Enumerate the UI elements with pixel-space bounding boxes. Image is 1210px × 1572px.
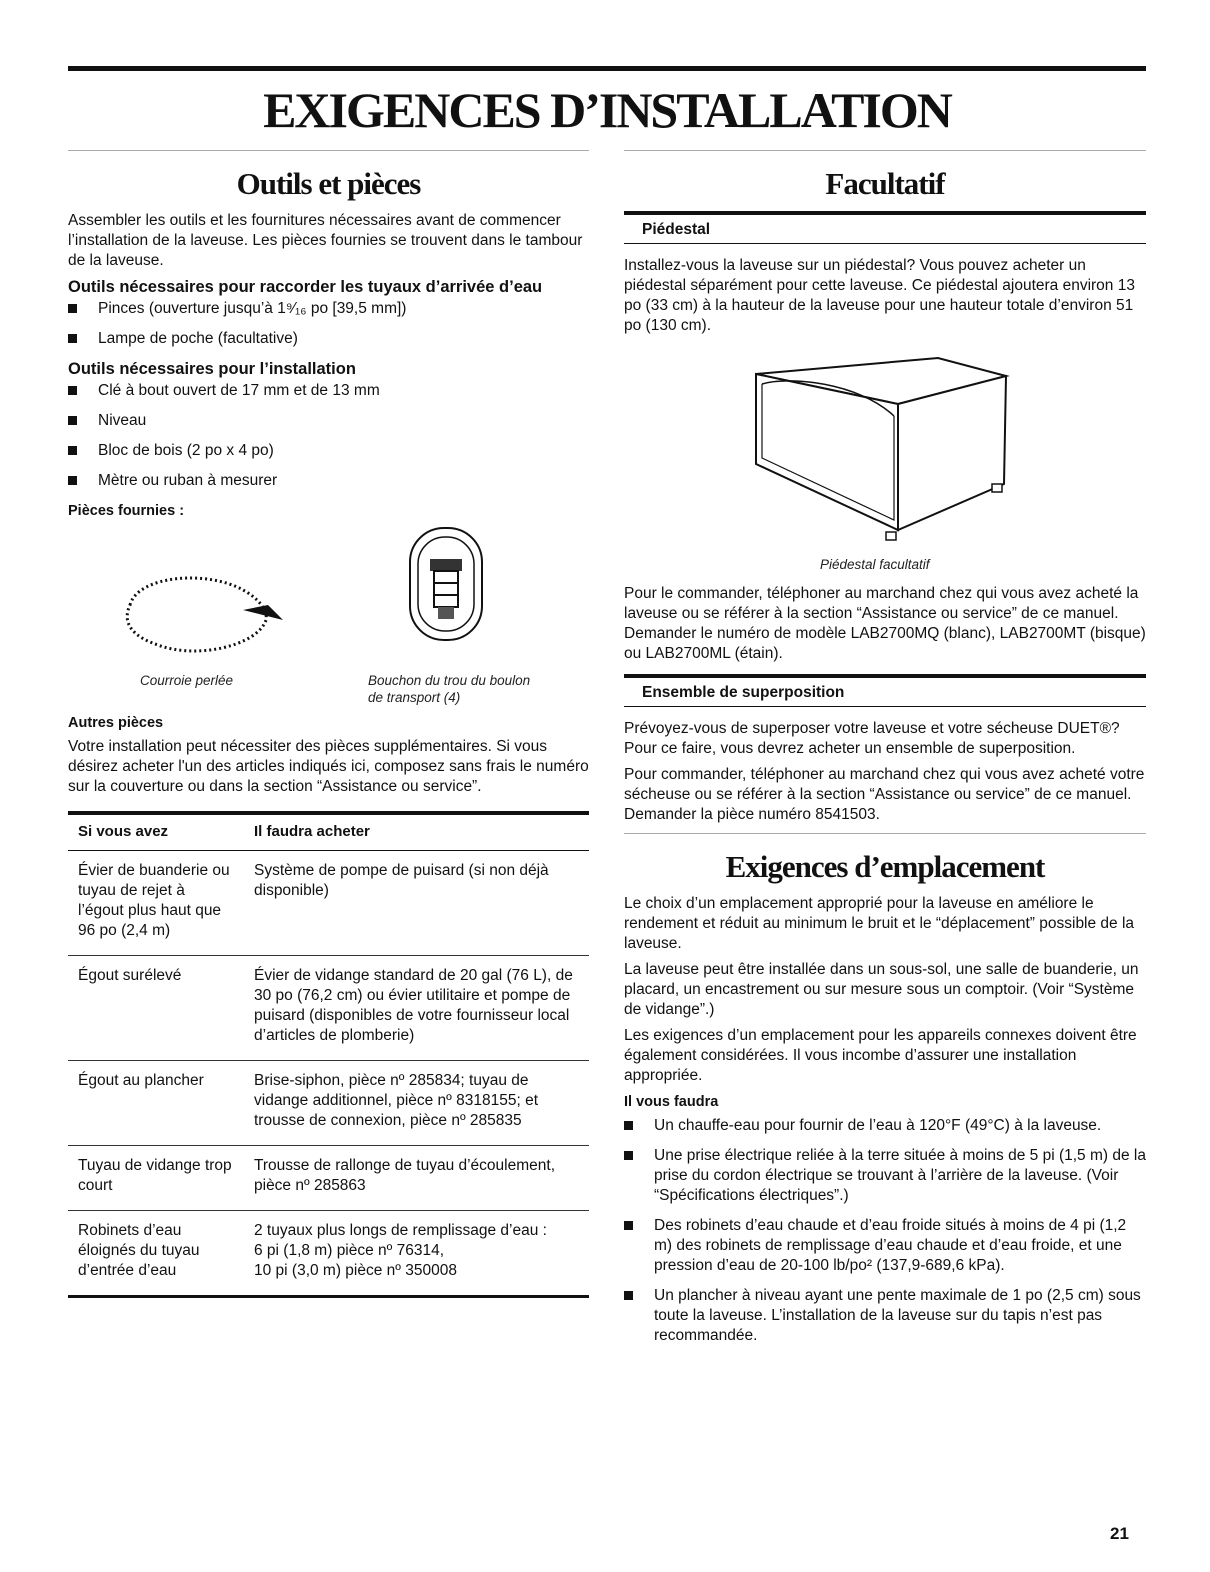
table-row (68, 1061, 589, 1146)
square-bullet-icon (68, 476, 77, 485)
list-item: Des robinets d’eau chaude et d’eau froide situés à moins de 4 pi (1,2 m) des robinets de remplissage d’eau chaude et d’eau froide, et une pression d’eau de 20-100 lb/po² (137,9-689,6 kPa). (624, 1216, 1146, 1276)
table-cell: Évier de vidange standard de 20 gal (76 L), de 30 po (76,2 cm) ou évier utilitaire et pompe de puisard (disponibles de votre fournisseur local d’articles de plomberie) (244, 956, 589, 1061)
location-p3: Les exigences d’un emplacement pour les appareils connexes doivent être également considérées. Il vous incombe d’assurer une installation appropriée. (624, 1027, 1137, 1084)
right-column (624, 150, 1146, 1356)
list-item: Clé à bout ouvert de 17 mm et de 13 mm (68, 381, 589, 401)
square-bullet-icon (68, 386, 77, 395)
square-bullet-icon (68, 446, 77, 455)
pedestal-drawing-icon (748, 354, 1012, 554)
table-row (68, 851, 589, 956)
list-item: Bloc de bois (2 po x 4 po) (68, 441, 589, 461)
page-title: EXIGENCES D’INSTALLATION (263, 82, 951, 138)
stack-kit-heading: Ensemble de superposition (624, 674, 1146, 707)
square-bullet-icon (624, 1121, 633, 1130)
table-row (68, 1146, 589, 1211)
list-item: Une prise électrique reliée à la terre située à moins de 5 pi (1,5 m) de la prise du cordon électrique se trouvant à l’arrière de la laveuse. (Voir “Spécifications électriques”.) (624, 1146, 1146, 1206)
location-p1: Le choix d’un emplacement approprié pour la laveuse en améliore le rendement et réduit au minimum le bruit et le “déplacement” possible de la laveuse. (624, 895, 1135, 952)
requirements-table (68, 811, 589, 1298)
tools-install-heading: Outils nécessaires pour l’installation (68, 360, 356, 378)
other-parts-heading: Autres pièces (68, 715, 164, 731)
table-cell: Égout surélevé (68, 956, 244, 1061)
pedestal-illustration (624, 344, 1146, 576)
list-item: Un plancher à niveau ayant une pente maximale de 1 po (2,5 cm) sous toute la laveuse. L’installation de la laveuse sur du tapis n’est pas recommandée. (624, 1286, 1146, 1346)
top-rule (68, 66, 1146, 71)
bolt-cap-caption: Bouchon du trou du boulon de transport (4) (368, 673, 531, 705)
page-number: 21 (1110, 1524, 1129, 1543)
strap-caption: Courroie perlée (140, 673, 234, 688)
list-item: Mètre ou ruban à mesurer (68, 471, 589, 491)
tools-parts-title: Outils et pièces (236, 166, 421, 201)
left-divider (68, 150, 589, 151)
table-cell: Trousse de rallonge de tuyau d’écoulement, pièce nº 285863 (244, 1146, 589, 1211)
table-cell: Robinets d’eau éloignés du tuyau d’entrée d’eau (68, 1211, 244, 1297)
parts-illustrations (68, 525, 589, 705)
table-cell: Évier de buanderie ou tuyau de rejet à l’égout plus haut que 96 po (2,4 m) (68, 851, 244, 956)
table-header: Il faudra acheter (244, 813, 589, 851)
square-bullet-icon (68, 304, 77, 313)
table-cell: 2 tuyaux plus longs de remplissage d’eau : 6 pi (1,8 m) pièce nº 76314, 10 pi (3,0 m) pièce nº 350008 (244, 1211, 589, 1297)
tools-water-list (68, 299, 589, 349)
table-cell: Brise-siphon, pièce nº 285834; tuyau de vidange additionnel, pièce nº 8318155; et trousse de connexion, pièce nº 285835 (244, 1061, 589, 1146)
square-bullet-icon (624, 1291, 633, 1300)
table-row (68, 1211, 589, 1297)
location-p2: La laveuse peut être installée dans un sous-sol, une salle de buanderie, un placard, un encastrement ou sur mesure sous un comptoir. (Voir “Système de vidange”.) (624, 961, 1139, 1018)
table-row (68, 956, 589, 1061)
tools-intro: Assembler les outils et les fournitures nécessaires avant de commencer l’installation de la laveuse. Les pièces fournies se trouvent dans le tambour de la laveuse. (68, 212, 583, 269)
list-item: Niveau (68, 411, 589, 431)
list-item: Un chauffe-eau pour fournir de l’eau à 120°F (49°C) à la laveuse. (624, 1116, 1146, 1136)
pedestal-heading: Piédestal (624, 211, 1146, 244)
list-item: Lampe de poche (facultative) (68, 329, 589, 349)
stack-text-2: Pour commander, téléphoner au marchand chez qui vous avez acheté votre sécheuse ou se référer à la section “Assistance ou service” de ce manuel. Demander la pièce numéro 8541503. (624, 766, 1145, 823)
table-cell: Tuyau de vidange trop court (68, 1146, 244, 1211)
pedestal-text: Installez-vous la laveuse sur un piédestal? Vous pouvez acheter un piédestal séparément pour cette laveuse. Ce piédestal ajoutera environ 13 po (33 cm) à la hauteur de la laveuse pour une hauteur totale d’environ 51 po (130 cm). (624, 257, 1135, 334)
left-column (68, 150, 589, 1298)
table-cell: Égout au plancher (68, 1061, 244, 1146)
table-header-row (68, 813, 589, 851)
beaded-strap-icon (118, 565, 288, 665)
stack-text-1: Prévoyez-vous de superposer votre laveuse et votre sécheuse DUET®? Pour ce faire, vous devrez acheter un ensemble de superposition. (624, 720, 1120, 757)
tools-water-heading: Outils nécessaires pour raccorder les tuyaux d’arrivée d’eau (68, 278, 543, 296)
other-parts-text: Votre installation peut nécessiter des pièces supplémentaires. Si vous désirez acheter l'un des articles indiqués ici, composez sans frais le numéro sur la couverture ou dans la section “Assistance ou service”. (68, 738, 589, 795)
location-title: Exigences d’emplacement (725, 849, 1045, 884)
needs-heading: Il vous faudra (624, 1094, 719, 1110)
tools-install-list (68, 381, 589, 491)
table-cell: Système de pompe de puisard (si non déjà disponible) (244, 851, 589, 956)
right-divider (624, 150, 1146, 151)
list-item: Pinces (ouverture jusqu’à 1⁹⁄₁₆ po [39,5 mm]) (68, 299, 589, 319)
square-bullet-icon (624, 1151, 633, 1160)
order-text: Pour le commander, téléphoner au marchand chez qui vous avez acheté la laveuse ou se référer à la section “Assistance ou service” de ce manuel. Demander le numéro de modèle LAB2700MQ (blanc), LAB2700MT (bisque) ou LAB2700ML (étain). (624, 585, 1146, 662)
table-header: Si vous avez (68, 813, 244, 851)
bolt-hole-cap-icon (406, 525, 486, 643)
pedestal-caption: Piédestal facultatif (820, 557, 930, 572)
square-bullet-icon (624, 1221, 633, 1230)
parts-heading: Pièces fournies : (68, 503, 185, 519)
square-bullet-icon (68, 416, 77, 425)
needs-list (624, 1116, 1146, 1346)
location-divider (624, 833, 1146, 834)
square-bullet-icon (68, 334, 77, 343)
optional-title: Facultatif (825, 166, 945, 201)
